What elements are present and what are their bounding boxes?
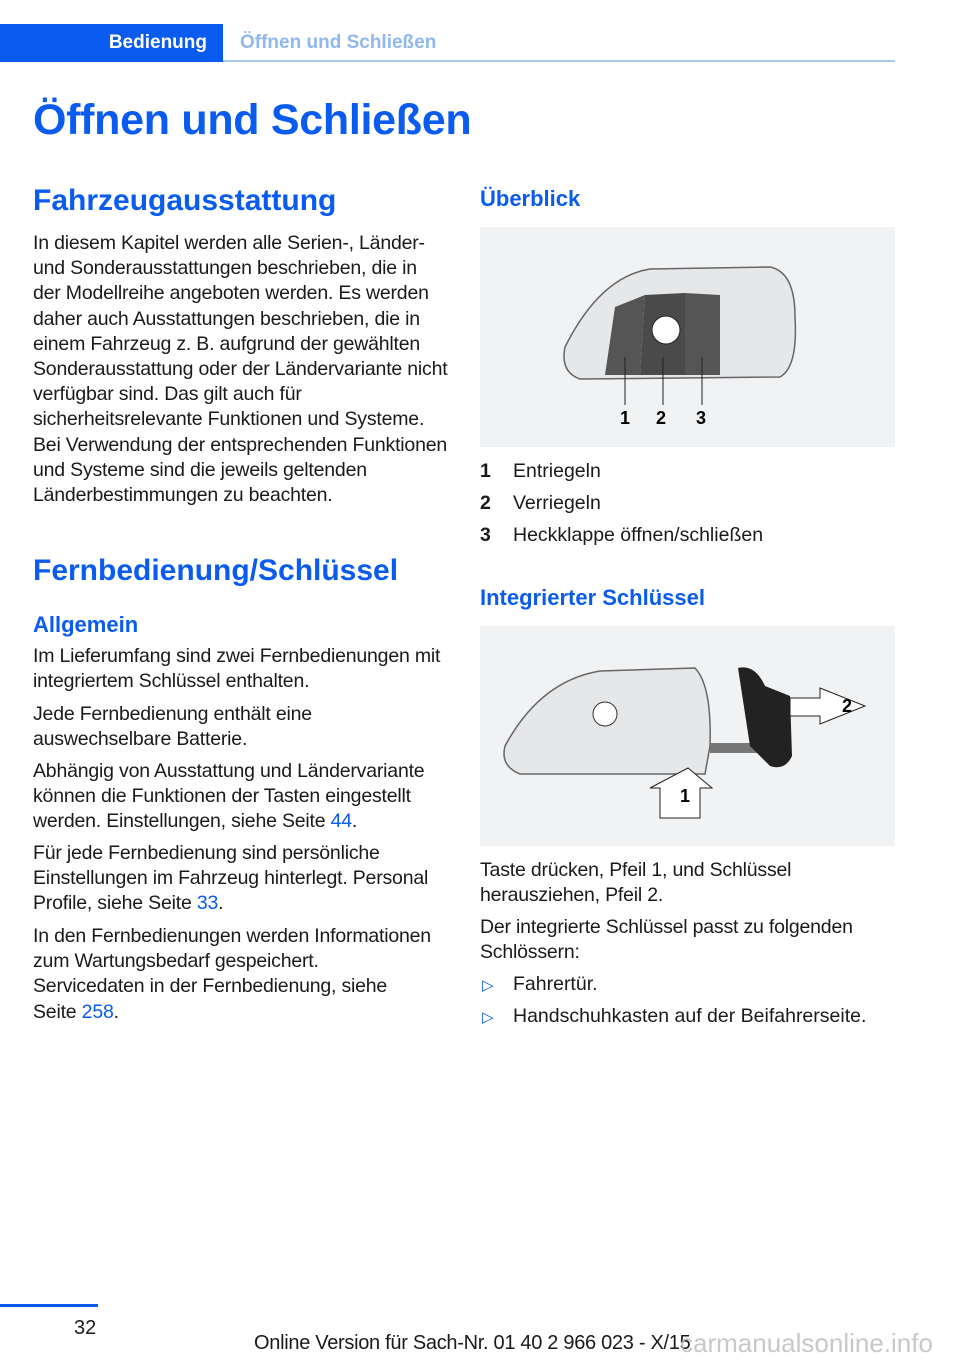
heading-integrierter-schluessel: Integrierter Schlüssel <box>480 585 705 610</box>
key-fob-illustration <box>480 227 895 447</box>
header-section-tab[interactable]: Bedienung <box>0 24 223 62</box>
heading-allgemein: Allgemein <box>33 612 139 637</box>
item-label: Heckklappe öffnen/schließen <box>513 524 764 546</box>
heading-fahrzeugausstattung: Fahrzeugausstattung <box>33 184 337 217</box>
callout-2: 2 <box>656 408 667 428</box>
figure-key-buttons <box>480 227 895 447</box>
bullet-triangle-icon: ▷ <box>482 977 494 994</box>
callout-3: 3 <box>696 408 707 428</box>
heading-ueberblick: Überblick <box>480 186 581 211</box>
heading-fernbedienung: Fernbedienung/Schlüssel <box>33 554 399 587</box>
bullet-text: Fahrertür. <box>513 973 598 995</box>
paragraph-tasten <box>33 759 449 835</box>
header-divider <box>223 60 895 62</box>
paragraph-schloesser: Der integrierte Schlüssel passt zu folgenden Schlössern: <box>480 916 853 964</box>
item-label: Verriegeln <box>513 492 601 514</box>
watermark: carmanualsonline.info <box>680 1328 933 1358</box>
item-number: 1 <box>480 460 491 482</box>
paragraph-taste-druecken: Taste drücken, Pfeil 1, und Schlüssel herausziehen, Pfeil 2. <box>480 859 792 907</box>
page-link-258[interactable]: 258 <box>81 1000 114 1023</box>
figure-integrated-key <box>480 626 895 846</box>
text: In den Fernbedienungen werden Informationen zum Wartungsbedarf gespeichert. Servicedaten in der Fernbedienung, siehe Seite <box>33 925 431 1023</box>
page-title: Öffnen und Schließen <box>33 96 472 144</box>
text: Für jede Fernbedienung sind persönliche Einstellungen im Fahrzeug hinterlegt. Personal Profile, siehe Seite <box>33 842 429 915</box>
paragraph-batterie: Jede Fernbedienung enthält eine auswechselbare Batterie. <box>33 703 312 751</box>
footer-divider <box>0 1304 98 1307</box>
item-number: 2 <box>480 492 491 514</box>
footer-version: Online Version für Sach-Nr. 01 40 2 966 023 - X/15 <box>254 1332 691 1354</box>
bullet-triangle-icon: ▷ <box>482 1009 494 1026</box>
paragraph-servicedaten <box>33 924 433 1025</box>
text: Abhängig von Ausstattung und Ländervariante können die Funktionen der Tasten eingestellt werden. Einstellungen, siehe Seite <box>33 760 425 833</box>
page-link-44[interactable]: 44 <box>330 810 352 833</box>
arrow-label-2: 2 <box>842 696 853 716</box>
page-number: 32 <box>74 1317 97 1339</box>
callout-1: 1 <box>620 408 631 428</box>
page-link-33[interactable]: 33 <box>196 892 219 915</box>
paragraph-ausstattung: In diesem Kapitel werden alle Serien-, Länder- und Sonderausstattungen beschrieben, die in der Modellreihe angeboten werden. Es werden daher auch Ausstattungen beschrieben, die in einem Fahrzeug z. B. aufgrund der gewählten Sonderausstattung oder der Ländervariante nicht verfügbar sind. Das gilt auch für sicherheitsrelevante Funktionen und Systeme. Bei Verwendung der entsprechenden Funktionen und Systeme sind die jeweils geltenden Länderbestimmungen zu beachten. <box>33 232 448 507</box>
paragraph-personal-profile <box>33 841 443 917</box>
item-number: 3 <box>480 524 491 546</box>
integrated-key-illustration <box>480 626 895 846</box>
paragraph-lieferumfang: Im Lieferumfang sind zwei Fernbedienungen mit integriertem Schlüssel enthalten. <box>33 645 441 693</box>
arrow-label-1: 1 <box>680 786 691 806</box>
text: . <box>113 1000 119 1023</box>
text: . <box>218 892 224 915</box>
item-label: Entriegeln <box>513 460 601 482</box>
text: . <box>351 810 358 833</box>
header-chapter: Öffnen und Schließen <box>240 32 437 53</box>
bullet-text: Handschuhkasten auf der Beifahrerseite. <box>513 1005 867 1027</box>
